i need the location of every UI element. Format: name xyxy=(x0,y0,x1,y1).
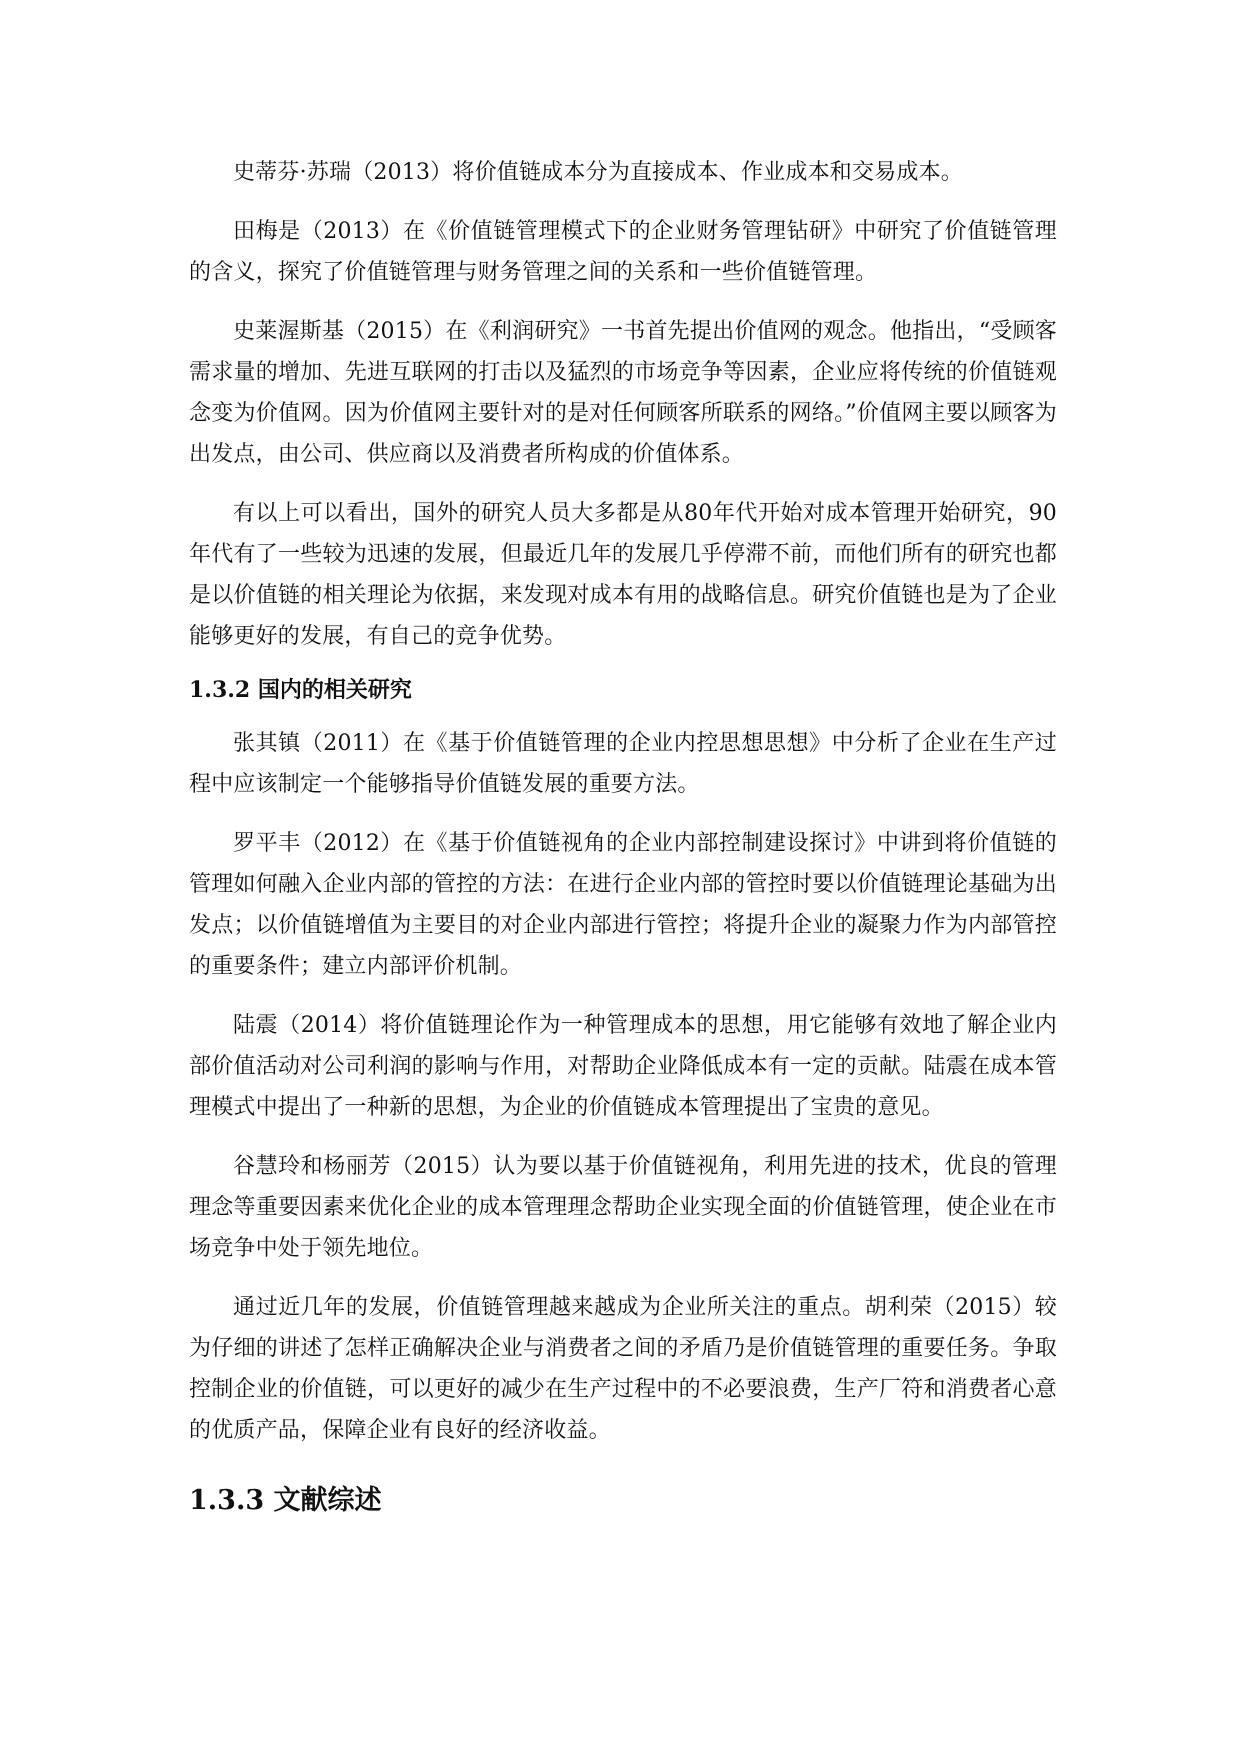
paragraph-tianmei: 田梅是（2013）在《价值链管理模式下的企业财务管理钻研》中研究了价值链管理的含义，探究了价值链管理与财务管理之间的关系和一些价值链管理。 xyxy=(189,219,1057,285)
paragraph-zhang: 张其镇（2011）在《基于价值链管理的企业内控思想思想》中分析了企业在生产过程中应该制定一个能够指导价值链发展的重要方法。 xyxy=(189,731,1057,797)
paragraph-gu-yang: 谷慧玲和杨丽芳（2015）认为要以基于价值链视角，利用先进的技术，优良的管理理念等重要因素来优化企业的成本管理理念帮助企业实现全面的价值链管理，使企业在市场竞争中处于领先地位。 xyxy=(189,1154,1057,1261)
paragraph-hu: 通过近几年的发展，价值链管理越来越成为企业所关注的重点。胡利荣（2015）较为仔细的讲述了怎样正确解决企业与消费者之间的矛盾乃是价值链管理的重要任务。争取控制企业的价值链，可以更好的减少在生产过程中的不必要浪费，生产厂符和消费者心意的优质产品，保障企业有良好的经济收益。 xyxy=(189,1295,1057,1443)
paragraph-luo: 罗平丰（2012）在《基于价值链视角的企业内部控制建设探讨》中讲到将价值链的管理如何融入企业内部的管控的方法：在进行企业内部的管控时要以价值链理论基础为出发点；以价值链增值为主要目的对企业内部进行管控；将提升企业的凝聚力作为内部管控的重要条件；建立内部评价机制。 xyxy=(189,831,1057,979)
section-heading-1-3-2: 1.3.2 国内的相关研究 xyxy=(189,677,412,703)
paragraph-value-network: 史莱渥斯基（2015）在《利润研究》一书首先提出价值网的观念。他指出，“受顾客需求量的增加、先进互联网的打击以及猛烈的市场竞争等因素，企业应将传统的价值链观念变为价值网。因为价值网主要针对的是对任何顾客所联系的网络。”价值网主要以顾客为出发点，由公司、供应商以及消费者所构成的价值体系。 xyxy=(189,319,1057,467)
paragraph-lu: 陆震（2014）将价值链理论作为一种管理成本的思想，用它能够有效地了解企业内部价值活动对公司利润的影响与作用，对帮助企业降低成本有一定的贡献。陆震在成本管理模式中提出了一种新的思想，为企业的价值链成本管理提出了宝贵的意见。 xyxy=(189,1013,1057,1120)
paragraph-suri: 史蒂芬·苏瑞（2013）将价值链成本分为直接成本、作业成本和交易成本。 xyxy=(233,160,963,185)
paragraph-foreign-summary: 有以上可以看出，国外的研究人员大多都是从80年代开始对成本管理开始研究，90年代有了一些较为迅速的发展，但最近几年的发展几乎停滞不前，而他们所有的研究也都是以价值链的相关理论为依据，来发现对成本有用的战略信息。研究价值链也是为了企业能够更好的发展，有自己的竞争优势。 xyxy=(189,501,1057,649)
section-heading-1-3-3: 1.3.3 文献综述 xyxy=(189,1485,382,1516)
page-content xyxy=(189,152,1057,1521)
